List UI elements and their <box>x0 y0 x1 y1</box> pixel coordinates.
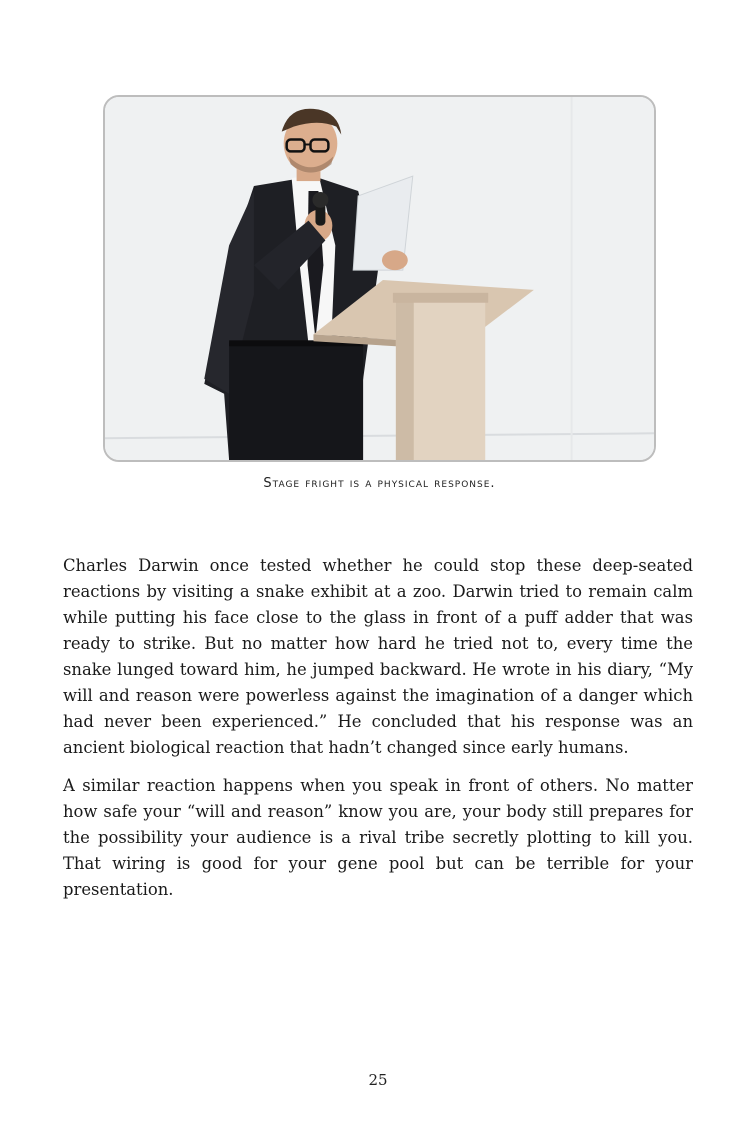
speaker-at-podium-illustration <box>105 97 654 460</box>
page-number: 25 <box>368 1071 388 1089</box>
speaker-photo <box>103 95 656 462</box>
body-text <box>63 553 693 915</box>
paragraph: A similar reaction happens when you speak in front of others. No matter how safe your “will and reason” know you are, your body still prepares for the possibility your audience is a rival tribe secretly plotting to kill you. That wiring is good for your gene pool but can be terrible for your presentation. <box>63 776 693 899</box>
figure-caption: Stage fright is a physical response. <box>263 476 496 491</box>
paragraph: Charles Darwin once tested whether he could stop these deep-seated reactions by visiting a snake exhibit at a zoo. Darwin tried to remain calm while putting his face close to the glass in front of a puff adder that was ready to strike. But no matter how hard he tried not to, every time the snake lunged toward him, he jumped backward. He wrote in his diary, “My will and reason were powerless against the imagination of a danger which had never been experienced.” He concluded that his response was an ancient biological reaction that hadn’t changed since early humans. <box>63 556 693 757</box>
